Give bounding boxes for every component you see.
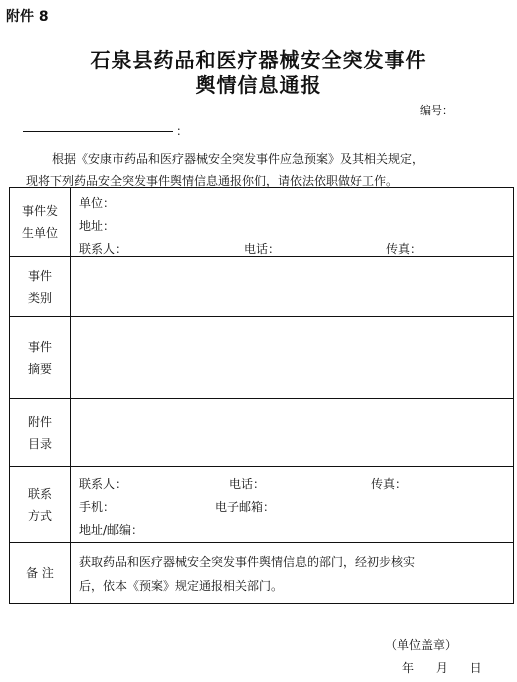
label-contact-info-line-2: 方式 bbox=[27, 508, 52, 523]
label-incident-summary-line-2: 摘要 bbox=[27, 361, 52, 376]
recipient-colon: ： bbox=[176, 124, 189, 138]
label-incident-unit-line-1: 事件发 bbox=[21, 204, 58, 218]
field-contact-person: 联系人： bbox=[79, 242, 128, 256]
remarks-line-1: 获取药品和医疗器械安全突发事件舆情信息的部门，经初步核实 bbox=[79, 555, 416, 569]
field-address: 地址： bbox=[79, 219, 116, 233]
content-incident-category[interactable] bbox=[71, 257, 514, 317]
remarks-line-2: 后，依本《预案》规定通报相关部门。 bbox=[79, 579, 284, 593]
label-attachment-list-line-1: 附件 bbox=[27, 414, 52, 429]
label-contact-info bbox=[10, 467, 71, 543]
row-incident-summary bbox=[10, 317, 514, 399]
content-remarks bbox=[71, 543, 514, 604]
label-remarks bbox=[10, 543, 71, 604]
label-contact-info-line-1: 联系 bbox=[27, 486, 52, 501]
label-incident-unit-line-2: 生单位 bbox=[21, 226, 58, 240]
document-title-line-1: 石泉县药品和医疗器械安全突发事件 bbox=[90, 48, 427, 72]
label-incident-summary bbox=[10, 317, 71, 399]
unit-seal-label: （单位盖章） bbox=[385, 638, 458, 652]
content-incident-unit[interactable] bbox=[71, 188, 514, 257]
label-attachment-list-line-2: 目录 bbox=[27, 436, 52, 451]
label-incident-category-line-1: 事件 bbox=[27, 268, 52, 283]
row-incident-category bbox=[10, 257, 514, 317]
intro-paragraph-line-2: 现将下列药品安全突发事件舆情信息通报你们，请依法依职做好工作。 bbox=[26, 174, 399, 188]
content-attachment-list[interactable] bbox=[71, 399, 514, 467]
label-incident-summary-line-1: 事件 bbox=[27, 339, 52, 354]
field-email: 电子邮箱： bbox=[215, 500, 276, 514]
recipient-blank-line bbox=[23, 131, 173, 132]
serial-number-label: 编号： bbox=[420, 104, 453, 117]
field-phone: 电话： bbox=[244, 242, 281, 256]
label-remarks-text: 备 注 bbox=[26, 566, 54, 580]
field-mobile: 手机： bbox=[79, 500, 116, 514]
report-form-table bbox=[9, 187, 514, 604]
row-remarks bbox=[10, 543, 514, 604]
label-incident-unit bbox=[10, 188, 71, 257]
field-fax: 传真： bbox=[371, 477, 408, 491]
label-attachment-list bbox=[10, 399, 71, 467]
content-contact-info[interactable] bbox=[71, 467, 514, 543]
content-incident-summary[interactable] bbox=[71, 317, 514, 399]
document-title-line-2: 舆情信息通报 bbox=[195, 73, 322, 97]
attachment-label: 附件 8 bbox=[6, 9, 49, 25]
intro-paragraph-line-1: 根据《安康市药品和医疗器械安全突发事件应急预案》及其相关规定， bbox=[52, 152, 425, 166]
field-address-postcode: 地址/邮编： bbox=[79, 523, 144, 537]
label-incident-category bbox=[10, 257, 71, 317]
row-incident-unit bbox=[10, 188, 514, 257]
field-fax: 传真： bbox=[386, 242, 423, 256]
row-attachment-list bbox=[10, 399, 514, 467]
label-incident-category-line-2: 类别 bbox=[27, 290, 52, 305]
row-contact-info bbox=[10, 467, 514, 543]
field-phone: 电话： bbox=[229, 477, 266, 491]
date-label: 年 月 日 bbox=[402, 661, 482, 675]
field-unit: 单位： bbox=[79, 196, 116, 210]
field-contact-person: 联系人： bbox=[79, 477, 128, 491]
